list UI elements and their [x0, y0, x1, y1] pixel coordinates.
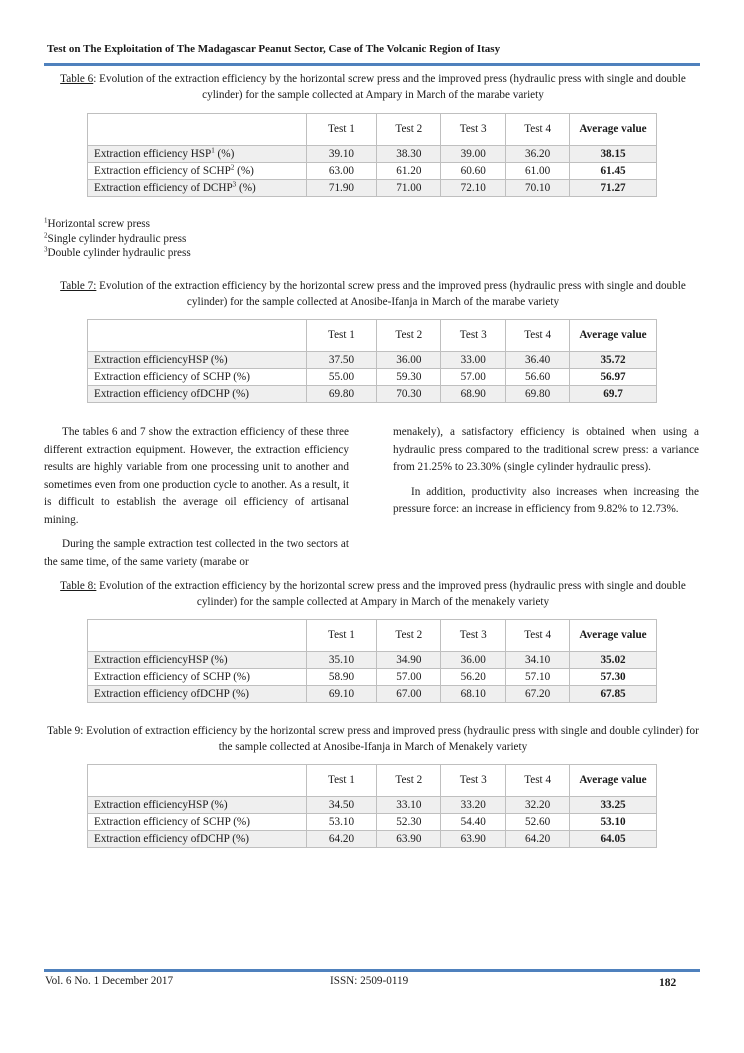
table-header-row: [88, 765, 657, 797]
table-cell: 61.20: [377, 163, 441, 180]
average-cell: 64.05: [570, 831, 657, 848]
table-cell: 67.00: [377, 686, 441, 703]
table-9-caption: [40, 723, 706, 755]
header-cell: Test 1: [306, 620, 377, 652]
table-cell: 72.10: [441, 180, 506, 197]
body-paragraph: During the sample extraction test collected in the two sectors at the same time, of the same variety (marabe or: [44, 538, 349, 568]
table-header-row: [88, 320, 657, 352]
table-cell: 60.60: [441, 163, 506, 180]
table-row: [88, 146, 657, 163]
average-cell: 61.45: [570, 163, 657, 180]
average-cell: 35.72: [570, 352, 657, 369]
table-cell: 69.80: [306, 386, 377, 403]
table-row: [88, 814, 657, 831]
header-cell: Test 1: [306, 765, 377, 797]
header-cell: Test 4: [506, 765, 570, 797]
row-label: Extraction efficiencyHSP (%): [88, 797, 307, 814]
table-cell: 36.00: [377, 352, 441, 369]
table-cell: 61.00: [506, 163, 570, 180]
table-row: [88, 797, 657, 814]
average-cell: 53.10: [570, 814, 657, 831]
table-7-caption-text: Evolution of the extraction efficiency by the horizontal screw press and the improved press (hydraulic press with single and double cylinder) for the sample collected at Anosibe-Ifanja in March of the marabe variety: [96, 280, 686, 308]
table-7-label: Table 7:: [60, 280, 97, 292]
table-cell: 54.40: [441, 814, 506, 831]
table-row: [88, 369, 657, 386]
average-cell: 71.27: [570, 180, 657, 197]
header-cell: Test 2: [377, 114, 441, 146]
average-cell: 67.85: [570, 686, 657, 703]
header-cell: Test 3: [441, 114, 506, 146]
table-cell: 63.00: [306, 163, 377, 180]
footnote: $^1$Horizontal screw press: [44, 216, 151, 230]
table-cell: 64.20: [306, 831, 377, 848]
table-7: [87, 319, 657, 403]
header-cell-average: Average value: [570, 114, 657, 146]
table-cell: 59.30: [377, 369, 441, 386]
header-cell: Test 2: [377, 765, 441, 797]
header-cell: Test 4: [506, 620, 570, 652]
body-column-right: [393, 424, 699, 526]
table-cell: 34.90: [377, 652, 441, 669]
header-empty-cell: [88, 114, 307, 146]
footnote: $^2$Single cylinder hydraulic press: [44, 230, 187, 245]
table-row: [88, 352, 657, 369]
table-cell: 57.00: [377, 669, 441, 686]
table-cell: 33.20: [441, 797, 506, 814]
header-empty-cell: [88, 620, 307, 652]
table-cell: 69.10: [306, 686, 377, 703]
row-label: Extraction efficiency of DCHP$^3$ (%): [88, 180, 307, 197]
table-cell: 35.10: [306, 652, 377, 669]
table-row: [88, 686, 657, 703]
table-cell: 71.00: [377, 180, 441, 197]
footer-divider: [44, 969, 700, 972]
table-row: [88, 652, 657, 669]
table-cell: 71.90: [306, 180, 377, 197]
header-cell: Test 3: [441, 765, 506, 797]
table-cell: 36.40: [506, 352, 570, 369]
header-empty-cell: [88, 320, 307, 352]
header-cell: Test 4: [506, 114, 570, 146]
table-cell: 53.10: [306, 814, 377, 831]
body-paragraph: menakely), a satisfactory efficiency is obtained when using a hydraulic press compared to the traditional screw press: a variance from 21.25% to 23.30% (single cylinder hydraulic press).: [393, 426, 699, 473]
table-cell: 68.10: [441, 686, 506, 703]
table-cell: 57.10: [506, 669, 570, 686]
table-cell: 69.80: [506, 386, 570, 403]
table-cell: 70.30: [377, 386, 441, 403]
table-cell: 57.00: [441, 369, 506, 386]
table-cell: 36.00: [441, 652, 506, 669]
row-label: Extraction efficiency of SCHP$^2$ (%): [88, 163, 307, 180]
table-8-caption: [40, 578, 706, 610]
body-column-left: [44, 424, 349, 578]
table-6-caption-text: : Evolution of the extraction efficiency by the horizontal screw press and the improved press (hydraulic press with single and double cylinder) for the sample collected at Ampary in March of the marabe variety: [93, 73, 686, 101]
table-row: [88, 180, 657, 197]
table-cell: 33.10: [377, 797, 441, 814]
header-cell-average: Average value: [570, 620, 657, 652]
table-6-caption: [40, 71, 706, 103]
row-label: Extraction efficiency of SCHP (%): [88, 669, 307, 686]
header-cell: Test 4: [506, 320, 570, 352]
table-row: [88, 386, 657, 403]
header-cell: Test 2: [377, 620, 441, 652]
footer-volume: Vol. 6 No. 1 December 2017: [45, 975, 174, 987]
table-8-caption-text: Evolution of the extraction efficiency by the horizontal screw press and the improved press (hydraulic press with single and double cylinder) for the sample collected at Ampary in March of the menakely variety: [96, 580, 686, 608]
table-cell: 67.20: [506, 686, 570, 703]
header-cell: Test 2: [377, 320, 441, 352]
footer-issn: ISSN: 2509-0119: [330, 975, 409, 987]
running-header-title: Test on The Exploitation of The Madagascar Peanut Sector, Case of The Volcanic Region of Itasy: [47, 43, 501, 55]
page-number: 182: [659, 977, 677, 989]
average-cell: 33.25: [570, 797, 657, 814]
table-cell: 34.50: [306, 797, 377, 814]
table-header-row: [88, 620, 657, 652]
table-9-caption-text: Table 9: Evolution of extraction efficiency by the horizontal screw press and improved press (hydraulic press with single and double cylinder) for the sample collected at Anosibe-Ifanja in March of Menakely variety: [47, 725, 699, 753]
average-cell: 35.02: [570, 652, 657, 669]
table-6: [87, 113, 657, 197]
row-label: Extraction efficiency ofDCHP (%): [88, 686, 307, 703]
table-9: [87, 764, 657, 848]
row-label: Extraction efficiencyHSP (%): [88, 352, 307, 369]
table-cell: 58.90: [306, 669, 377, 686]
average-cell: 38.15: [570, 146, 657, 163]
table-cell: 33.00: [441, 352, 506, 369]
row-label: Extraction efficiency ofDCHP (%): [88, 831, 307, 848]
header-empty-cell: [88, 765, 307, 797]
table-cell: 38.30: [377, 146, 441, 163]
header-cell: Test 1: [306, 320, 377, 352]
footnotes: [44, 217, 191, 261]
table-cell: 55.00: [306, 369, 377, 386]
row-label: Extraction efficiencyHSP (%): [88, 652, 307, 669]
table-cell: 56.60: [506, 369, 570, 386]
header-cell: Test 1: [306, 114, 377, 146]
average-cell: 56.97: [570, 369, 657, 386]
table-8: [87, 619, 657, 703]
table-cell: 36.20: [506, 146, 570, 163]
table-cell: 70.10: [506, 180, 570, 197]
table-row: [88, 669, 657, 686]
header-cell: Test 3: [441, 620, 506, 652]
average-cell: 69.7: [570, 386, 657, 403]
table-cell: 63.90: [377, 831, 441, 848]
table-6-label: Table 6: [60, 73, 94, 85]
header-cell-average: Average value: [570, 320, 657, 352]
table-cell: 34.10: [506, 652, 570, 669]
average-cell: 57.30: [570, 669, 657, 686]
body-paragraph: In addition, productivity also increases when increasing the pressure force: an increase in efficiency from 9.82% to 12.73%.: [393, 485, 699, 515]
table-header-row: [88, 114, 657, 146]
table-7-caption: [40, 278, 706, 310]
footnote: $^3$Double cylinder hydraulic press: [44, 245, 191, 259]
header-cell-average: Average value: [570, 765, 657, 797]
table-cell: 64.20: [506, 831, 570, 848]
table-cell: 52.30: [377, 814, 441, 831]
table-cell: 32.20: [506, 797, 570, 814]
table-cell: 39.00: [441, 146, 506, 163]
table-cell: 63.90: [441, 831, 506, 848]
body-paragraph: The tables 6 and 7 show the extraction efficiency of these three different extraction equipment. However, the extraction efficiency results are highly variable from one processing unit to another and sometimes even from one production cycle to another. As a result, it is difficult to establish the average oil efficiency of artisanal mining.: [44, 426, 349, 526]
header-divider: [44, 63, 700, 66]
table-row: [88, 163, 657, 180]
row-label: Extraction efficiency ofDCHP (%): [88, 386, 307, 403]
table-row: [88, 831, 657, 848]
table-cell: 39.10: [306, 146, 377, 163]
row-label: Extraction efficiency of SCHP (%): [88, 814, 307, 831]
row-label: Extraction efficiency HSP$^1$ (%): [88, 146, 307, 163]
table-cell: 68.90: [441, 386, 506, 403]
header-cell: Test 3: [441, 320, 506, 352]
row-label: Extraction efficiency of SCHP (%): [88, 369, 307, 386]
table-cell: 37.50: [306, 352, 377, 369]
table-cell: 56.20: [441, 669, 506, 686]
table-cell: 52.60: [506, 814, 570, 831]
table-8-label: Table 8:: [60, 580, 97, 592]
